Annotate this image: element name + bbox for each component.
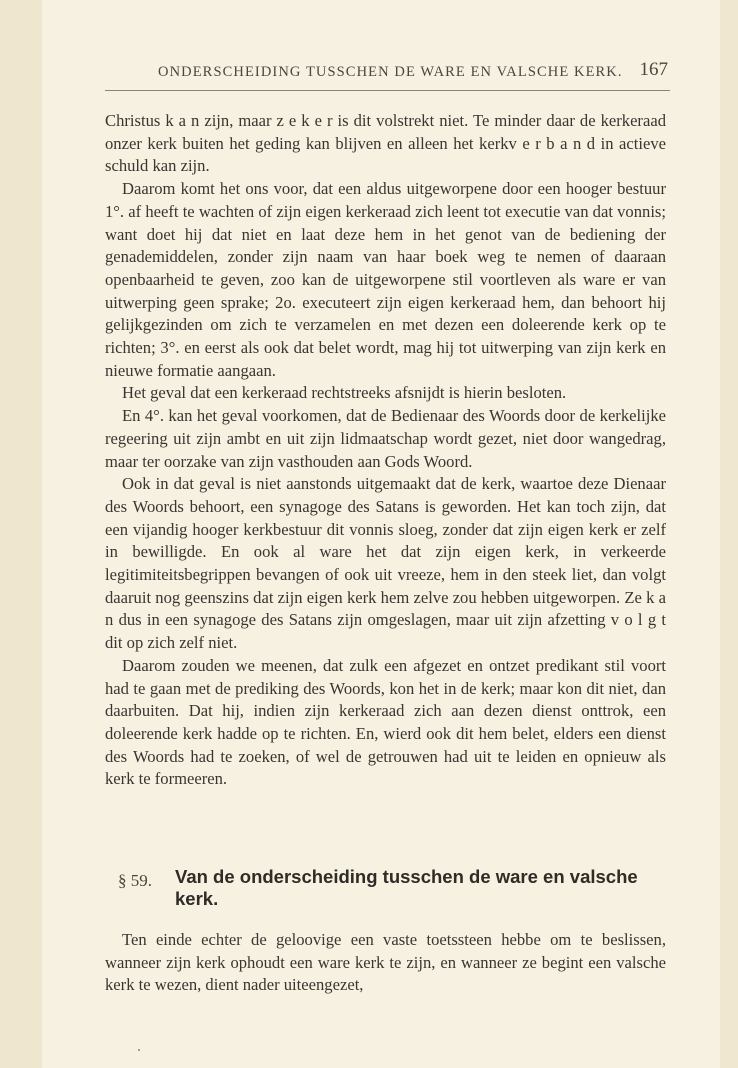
- print-speck: [138, 1049, 140, 1051]
- page-number: 167: [639, 59, 668, 80]
- paragraph: Christus k a n zijn, maar z e k e r is dit volstrekt niet. Te minder daar de kerkeraad onzer kerk buiten het geding kan blijven en alleen het kerkv e r b a n d in actieve schuld kan zijn.: [105, 111, 666, 176]
- running-header: [158, 59, 668, 84]
- paragraph: Het geval dat een kerkeraad rechtstreeks afsnijdt is hierin besloten.: [122, 383, 567, 403]
- running-title: ONDERSCHEIDING TUSSCHEN DE WARE EN VALSCHE KERK.: [158, 64, 623, 80]
- section-number: § 59.: [118, 871, 152, 890]
- section-heading: [118, 866, 670, 910]
- page-gutter: [0, 0, 42, 1068]
- paragraph: En 4°. kan het geval voorkomen, dat de Bedienaar des Woords door de kerkelijke regeering uit zijn ambt en uit zijn lidmaatschap wordt gezet, niet door wangedrag, maar ter oorzake van zijn vasthouden aan Gods Woord.: [105, 406, 666, 471]
- paragraph: Daarom zouden we meenen, dat zulk een afgezet en ontzet predikant stil voort had te gaan met de prediking des Woords, kon het in de kerk; maar kon dit niet, dan daarbuiten. Dat hij, indien zijn kerkeraad zich aan dezen dienst onttrok, een doleerende kerk hadde op te richten. En, wierd ook dit hem belet, elders een dienst des Woords had te zoeken, of wel de getrouwen had uit te leiden en opnieuw als kerk te formeeren.: [105, 655, 666, 789]
- paragraph: Ook in dat geval is niet aanstonds uitgemaakt dat de kerk, waartoe deze Dienaar des Woords behoort, een synagoge des Satans is geworden. Het kan toch zijn, dat een vijandig hooger kerkbestuur dit vonnis sloeg, zonder dat zijn eigen kerk er zelf in bewilligde. En ook al ware het dat zijn eigen kerk, in verkeerde legitimiteitsbegrippen bevangen of ook uit vreeze, hem in den steek liet, dan volgt daaruit nog geenszins dat zijn eigen kerk hem zelve zou hebben uitgeworpen. Ze k a n dus in een synagoge des Satans zijn omgeslagen, maar uit zijn afzetting v o l g t dit op zich zelf niet.: [105, 474, 666, 653]
- closing-text: [105, 929, 666, 997]
- section-title: Van de onderscheiding tusschen de ware en valsche kerk.: [175, 866, 638, 909]
- page-right-edge: [720, 0, 738, 1068]
- header-rule: [105, 90, 670, 91]
- paragraph: Ten einde echter de geloovige een vaste toetssteen hebbe om te beslissen, wanneer zijn kerk ophoudt een ware kerk te zijn, en wanneer ze begint een valsche kerk te wezen, dient nader uiteengezet,: [105, 930, 666, 995]
- paragraph: Daarom komt het ons voor, dat een aldus uitgeworpene door een hooger bestuur 1°. af heeft te wachten of zijn eigen kerkeraad zich leent tot executie van dat vonnis; want doet hij dat niet en laat deze hem in het genot van de bediening der genademiddelen, zonder zijn naam van haar boek weg te nemen of daaraan openbaarheid te geven, zoo kan de uitgeworpene stil voortleven als ware er van uitwerping geen sprake; 2o. executeert zijn eigen kerkeraad hem, dan behoort hij gelijkgezinden om zich te verzamelen en met dezen een doleerende kerk op te richten; 3°. en eerst als ook dat belet wordt, mag hij tot uitwerping van zijn kerk en nieuwe formatie aangaan.: [105, 179, 666, 380]
- body-text: [105, 110, 666, 791]
